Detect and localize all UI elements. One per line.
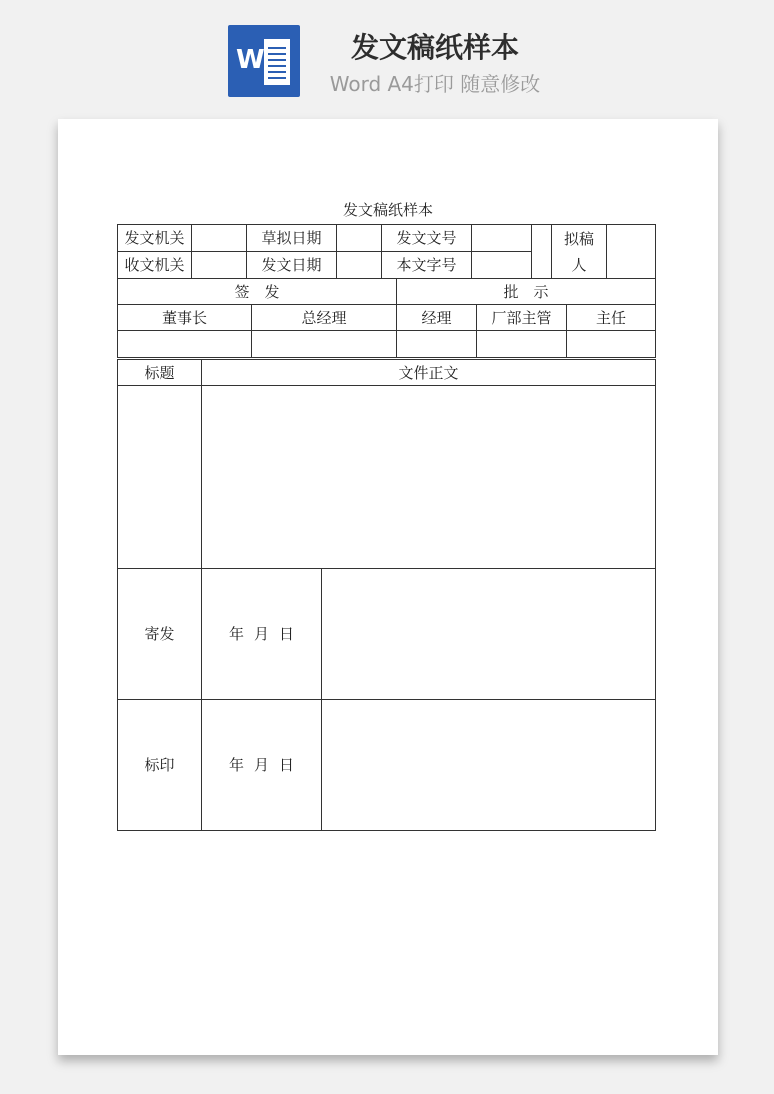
document-lines-icon (264, 39, 290, 85)
mailing-field[interactable] (321, 568, 656, 700)
drafter-label-line2: 人 (571, 255, 587, 274)
header-title: 发文稿纸样本 (350, 31, 519, 64)
document-page (58, 119, 718, 1055)
manager-signature-field[interactable] (396, 330, 477, 358)
factory-supervisor-signature-field[interactable] (476, 330, 567, 358)
role-general-manager: 总经理 (251, 304, 397, 331)
issuing-org-field[interactable] (191, 224, 247, 252)
date-year: 年 (228, 625, 244, 643)
role-manager: 经理 (396, 304, 477, 331)
header-subtitle: Word A4打印 随意修改 (329, 72, 541, 96)
role-director: 主任 (566, 304, 656, 331)
mailing-label: 寄发 (117, 568, 202, 700)
doc-number-field[interactable] (471, 224, 532, 252)
spacer-cell (531, 224, 552, 279)
stamp-field[interactable] (321, 699, 656, 831)
receiving-org-field[interactable] (191, 251, 247, 279)
stamp-date[interactable] (201, 699, 322, 831)
mailing-date[interactable] (201, 568, 322, 700)
drafter-label-line1: 拟稿 (563, 229, 594, 248)
issuing-org-label: 发文机关 (117, 224, 192, 252)
draft-date-label: 草拟日期 (246, 224, 337, 252)
word-icon-letter: W (236, 45, 265, 75)
doc-code-label: 本文字号 (381, 251, 472, 279)
stamp-label: 标印 (117, 699, 202, 831)
receiving-org-label: 收文机关 (117, 251, 192, 279)
word-icon (228, 25, 300, 97)
role-factory-supervisor: 厂部主管 (476, 304, 567, 331)
doc-number-label: 发文文号 (381, 224, 472, 252)
subject-field[interactable] (117, 385, 202, 569)
chairman-signature-field[interactable] (117, 330, 252, 358)
date-year: 年 (228, 756, 244, 774)
date-day: 日 (279, 756, 295, 774)
subject-label: 标题 (117, 359, 202, 386)
issue-date-field[interactable] (336, 251, 382, 279)
director-signature-field[interactable] (566, 330, 656, 358)
general-manager-signature-field[interactable] (251, 330, 397, 358)
drafter-field[interactable] (606, 224, 656, 279)
body-label: 文件正文 (201, 359, 656, 386)
role-chairman: 董事长 (117, 304, 252, 331)
drafter-label (551, 224, 607, 279)
doc-code-field[interactable] (471, 251, 532, 279)
date-month: 月 (253, 756, 269, 774)
date-day: 日 (279, 625, 295, 643)
sign-issue-header: 签 发 (117, 278, 397, 305)
approval-header: 批 示 (396, 278, 656, 305)
issue-date-label: 发文日期 (246, 251, 337, 279)
date-month: 月 (253, 625, 269, 643)
draft-date-field[interactable] (336, 224, 382, 252)
header (0, 0, 774, 118)
document-title: 发文稿纸样本 (342, 201, 433, 219)
body-field[interactable] (201, 385, 656, 569)
